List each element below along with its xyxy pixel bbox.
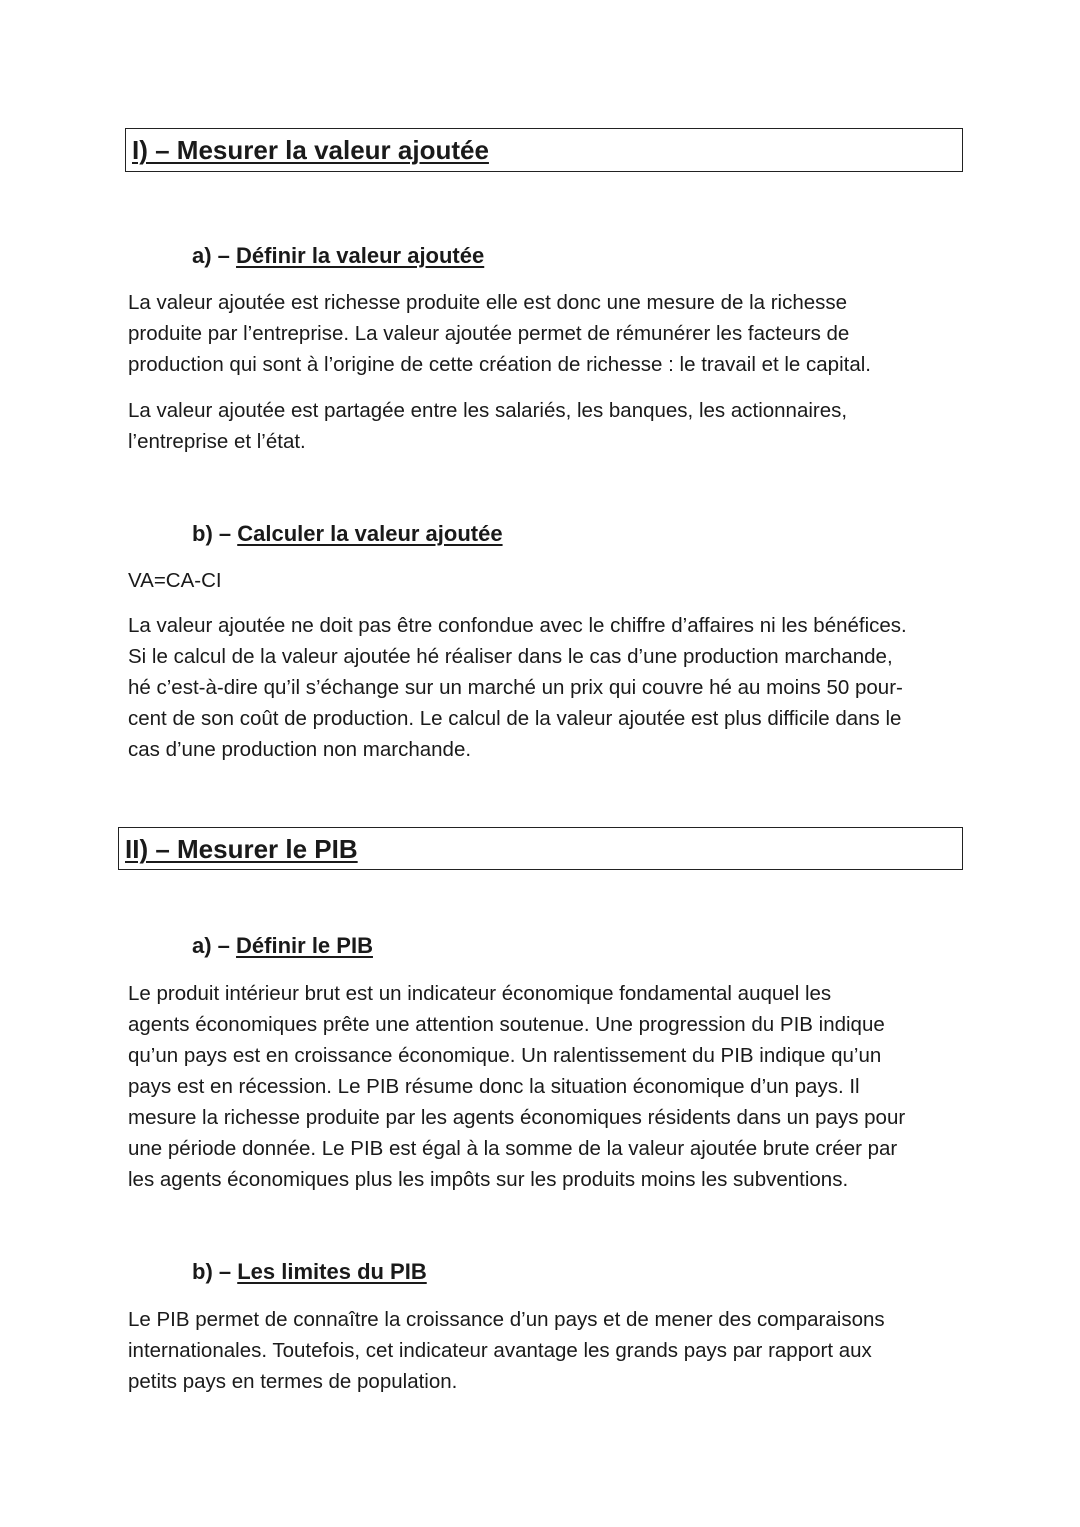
text-line: Si le calcul de la valeur ajoutée hé réaliser dans le cas d’une production marchande, — [128, 645, 893, 668]
va-formula: VA=CA-CI — [128, 569, 222, 592]
text-line: Le PIB permet de connaître la croissance d’un pays et de mener des comparaisons — [128, 1308, 885, 1331]
section-2-title: II) – Mesurer le PIB — [125, 834, 358, 864]
section-1b-paragraph — [128, 610, 958, 765]
text-line: hé c’est-à-dire qu’il s’échange sur un marché un prix qui couvre hé au moins 50 pour- — [128, 676, 903, 699]
text-line: cent de son coût de production. Le calcul de la valeur ajoutée est plus difficile dans le — [128, 707, 902, 730]
section-2b-heading — [192, 1258, 427, 1286]
section-2b-paragraph — [128, 1304, 958, 1397]
text-line: La valeur ajoutée est richesse produite elle est donc une mesure de la richesse — [128, 291, 848, 314]
section-1-title: I) – Mesurer la valeur ajoutée — [132, 135, 489, 165]
section-2a-paragraph — [128, 978, 958, 1195]
text-line: internationales. Toutefois, cet indicateur avantage les grands pays par rapport aux — [128, 1339, 872, 1362]
text-line: La valeur ajoutée est partagée entre les salariés, les banques, les actionnaires, — [128, 399, 848, 422]
section-2b-prefix: b) – — [192, 1259, 238, 1284]
section-1a-paragraph-1 — [128, 287, 958, 380]
text-line: agents économiques prête une attention soutenue. Une progression du PIB indique — [128, 1013, 885, 1036]
section-1a-heading — [192, 242, 484, 270]
text-line: pays est en récession. Le PIB résume donc la situation économique d’un pays. Il — [128, 1075, 860, 1098]
section-2a-label: Définir le PIB — [236, 933, 373, 958]
text-line: production qui sont à l’origine de cette création de richesse : le travail et le capital. — [128, 353, 871, 376]
section-1b-prefix: b) – — [192, 521, 238, 546]
text-line: mesure la richesse produite par les agents économiques résidents dans un pays pour — [128, 1106, 906, 1129]
section-1-header — [125, 128, 963, 172]
section-1a-label: Définir la valeur ajoutée — [236, 243, 485, 268]
text-line: l’entreprise et l’état. — [128, 430, 306, 453]
section-1a-prefix: a) – — [192, 243, 237, 268]
section-1b-heading — [192, 520, 503, 548]
text-line: cas d’une production non marchande. — [128, 738, 472, 761]
section-1b-label: Calculer la valeur ajoutée — [237, 521, 503, 546]
section-1a-paragraph-2 — [128, 395, 958, 457]
text-line: qu’un pays est en croissance économique. Un ralentissement du PIB indique qu’un — [128, 1044, 882, 1067]
section-2a-heading — [192, 932, 373, 960]
text-line: produite par l’entreprise. La valeur ajoutée permet de rémunérer les facteurs de — [128, 322, 850, 345]
text-line: une période donnée. Le PIB est égal à la somme de la valeur ajoutée brute créer par — [128, 1137, 898, 1160]
section-2b-label: Les limites du PIB — [237, 1259, 427, 1284]
section-2a-prefix: a) – — [192, 933, 237, 958]
text-line: petits pays en termes de population. — [128, 1370, 458, 1393]
section-2-header — [118, 827, 963, 870]
text-line: Le produit intérieur brut est un indicateur économique fondamental auquel les — [128, 982, 832, 1005]
text-line: La valeur ajoutée ne doit pas être confondue avec le chiffre d’affaires ni les bénéfices. — [128, 614, 907, 637]
text-line: les agents économiques plus les impôts sur les produits moins les subventions. — [128, 1168, 849, 1191]
